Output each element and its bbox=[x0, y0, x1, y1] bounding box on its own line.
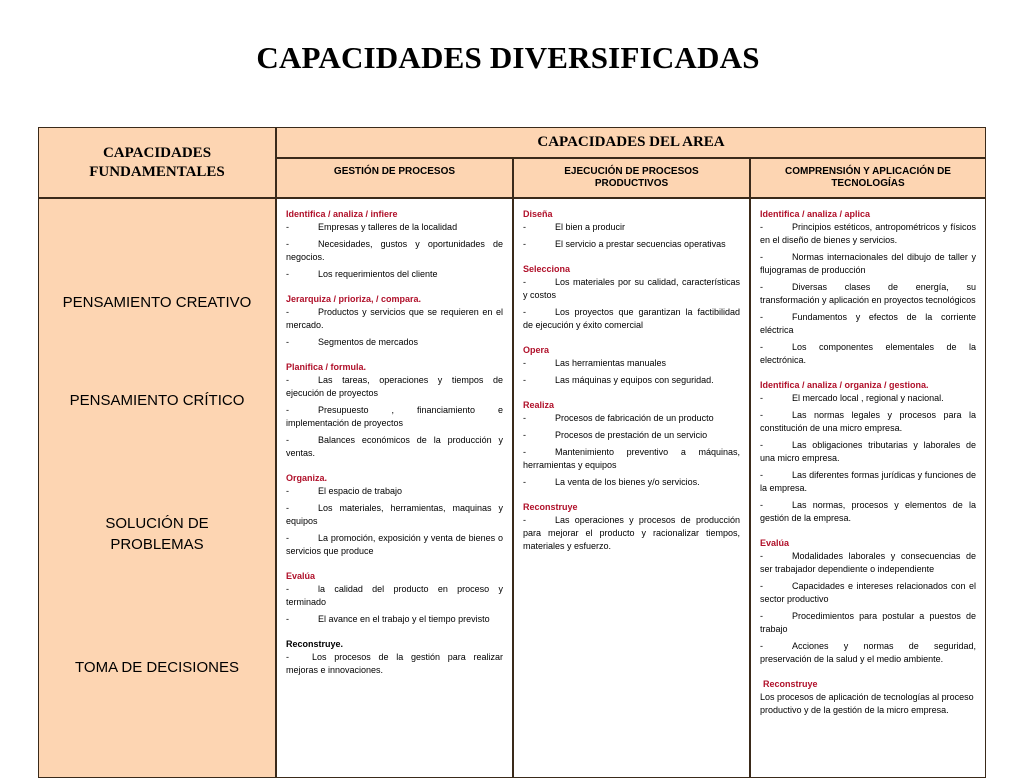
list-item-text: Productos y servicios que se requieren en el mercado. bbox=[286, 307, 503, 330]
list-item-text: Procedimientos para postular a puestos de trabajo bbox=[760, 611, 976, 634]
bullet-dash: - bbox=[286, 307, 289, 317]
list-item bbox=[286, 268, 503, 281]
list-item bbox=[760, 392, 976, 405]
bullet-dash: - bbox=[760, 252, 763, 262]
bullet-dash: - bbox=[523, 447, 526, 457]
list-item bbox=[760, 469, 976, 495]
list-item-text: Procesos de prestación de un servicio bbox=[555, 430, 708, 440]
bullet-dash: - bbox=[523, 375, 526, 385]
bullet-dash: - bbox=[760, 410, 763, 420]
list-item bbox=[286, 583, 503, 609]
section-heading: Evalúa bbox=[760, 538, 790, 548]
fundamentales-column bbox=[38, 198, 276, 778]
bullet-dash: - bbox=[286, 503, 289, 513]
bullet-dash: - bbox=[523, 413, 526, 423]
list-item-text: Los proyectos que garantizan la factibilidad de ejecución y éxito comercial bbox=[523, 307, 740, 330]
bullet-dash: - bbox=[760, 500, 763, 510]
bullet-dash: - bbox=[523, 358, 526, 368]
section-heading: Selecciona bbox=[523, 264, 571, 274]
list-item-text: Las operaciones y procesos de producción para mejorar el producto y racionalizar tiempos, materiales y esfuerzo. bbox=[523, 515, 740, 551]
section-text: Los procesos de aplicación de tecnologías al proceso productivo y de la gestión de la micro empresa. bbox=[760, 692, 974, 715]
bullet-dash: - bbox=[523, 239, 526, 249]
page-title: CAPACIDADES DIVERSIFICADAS bbox=[256, 40, 760, 75]
list-item bbox=[760, 550, 976, 576]
section-gap bbox=[760, 670, 976, 678]
list-item-text: La venta de los bienes y/o servicios. bbox=[555, 477, 700, 487]
list-item bbox=[286, 238, 503, 264]
bullet-dash: - bbox=[760, 611, 763, 621]
list-item-text: El bien a producir bbox=[555, 222, 626, 232]
section-heading: Jerarquiza / prioriza, / compara. bbox=[286, 294, 422, 304]
section-gap bbox=[760, 529, 976, 537]
bullet-dash: - bbox=[523, 430, 526, 440]
section-heading: Opera bbox=[523, 345, 550, 355]
list-item-text: Las máquinas y equipos con seguridad. bbox=[555, 375, 714, 385]
list-item bbox=[523, 446, 740, 472]
list-item bbox=[523, 221, 740, 234]
list-item bbox=[760, 341, 976, 367]
list-item-text: El servicio a prestar secuencias operativas bbox=[555, 239, 726, 249]
section-gap bbox=[286, 464, 503, 472]
bullet-dash: - bbox=[286, 533, 289, 543]
bullet-dash: - bbox=[286, 652, 289, 662]
list-item-text: Las tareas, operaciones y tiempos de ejecución de proyectos bbox=[286, 375, 503, 398]
list-item-text: Empresas y talleres de la localidad bbox=[318, 222, 458, 232]
section-heading: Planifica / formula. bbox=[286, 362, 367, 372]
list-item-text: Las obligaciones tributarias y laborales de una micro empresa. bbox=[760, 440, 976, 463]
list-item-text: Presupuesto , financiamiento e implementación de proyectos bbox=[286, 405, 503, 428]
capacidad-toma-de-decisiones: TOMA DE DECISIONES bbox=[75, 659, 239, 676]
bullet-dash: - bbox=[286, 337, 289, 347]
section-gap bbox=[760, 371, 976, 379]
list-item bbox=[523, 306, 740, 332]
list-item bbox=[286, 336, 503, 349]
list-item-text: Normas internacionales del dibujo de taller y flujogramas de producción bbox=[760, 252, 976, 275]
list-item bbox=[760, 640, 976, 666]
list-item-text: la calidad del producto en proceso y terminado bbox=[286, 584, 503, 607]
bullet-dash: - bbox=[760, 222, 763, 232]
bullet-dash: - bbox=[760, 393, 763, 403]
list-item-text: Los materiales, herramientas, maquinas y equipos bbox=[286, 503, 503, 526]
section-heading: Evalúa bbox=[286, 571, 316, 581]
list-item bbox=[760, 610, 976, 636]
bullet-dash: - bbox=[760, 551, 763, 561]
bullet-dash: - bbox=[760, 581, 763, 591]
section-heading: Reconstruye bbox=[763, 679, 818, 689]
subheader-comprension-tecnologias: COMPRENSIÓN Y APLICACIÓN DE TECNOLOGÍAS bbox=[750, 158, 986, 198]
list-item bbox=[760, 251, 976, 277]
header-capacidades-del-area: CAPACIDADES DEL AREA bbox=[276, 127, 986, 158]
section-heading: Diseña bbox=[523, 209, 553, 219]
list-item bbox=[760, 439, 976, 465]
bullet-dash: - bbox=[760, 342, 763, 352]
list-item bbox=[286, 485, 503, 498]
list-item-text: Procesos de fabricación de un producto bbox=[555, 413, 714, 423]
header-capacidades-fundamentales: CAPACIDADES FUNDAMENTALES bbox=[38, 127, 276, 198]
list-item bbox=[286, 532, 503, 558]
list-item-text: Principios estéticos, antropométricos y físicos en el diseño de bienes y servicios. bbox=[760, 222, 976, 245]
list-item bbox=[286, 434, 503, 460]
list-item-text: Las diferentes formas jurídicas y funciones de la empresa. bbox=[760, 470, 976, 493]
list-item bbox=[523, 276, 740, 302]
capacidad-pensamiento-creativo: PENSAMIENTO CREATIVO bbox=[62, 294, 252, 311]
list-item bbox=[286, 502, 503, 528]
section-gap bbox=[286, 630, 503, 638]
bullet-dash: - bbox=[286, 405, 289, 415]
list-item bbox=[760, 221, 976, 247]
subheader-ejecucion-de-procesos: EJECUCIÓN DE PROCESOS PRODUCTIVOS bbox=[513, 158, 750, 198]
list-item-text: El mercado local , regional y nacional. bbox=[792, 393, 944, 403]
list-item-text: Necesidades, gustos y oportunidades de negocios. bbox=[286, 239, 503, 262]
capacidad-pensamiento-critico: PENSAMIENTO CRÍTICO bbox=[69, 392, 245, 409]
list-item-text: Mantenimiento preventivo a máquinas, herramientas y equipos bbox=[523, 447, 740, 470]
list-item-text: Modalidades laborales y consecuencias de ser trabajador dependiente o independiente bbox=[760, 551, 976, 574]
capacidad-solucion-de-problemas: SOLUCIÓN DE PROBLEMAS bbox=[105, 515, 209, 553]
list-item bbox=[286, 404, 503, 430]
list-item bbox=[286, 221, 503, 234]
bullet-dash: - bbox=[286, 222, 289, 232]
bullet-dash: - bbox=[523, 515, 526, 525]
bullet-dash: - bbox=[760, 282, 763, 292]
bullet-dash: - bbox=[760, 641, 763, 651]
bullet-dash: - bbox=[523, 477, 526, 487]
bullet-dash: - bbox=[286, 435, 289, 445]
list-item-text: Diversas clases de energía, su transformación y aplicación en proyectos tecnológicos bbox=[760, 282, 976, 305]
section-heading: Reconstruye bbox=[523, 502, 578, 512]
list-item bbox=[760, 580, 976, 606]
column-comprension-tecnologias bbox=[750, 198, 986, 778]
list-item bbox=[523, 476, 740, 489]
bullet-dash: - bbox=[760, 470, 763, 480]
list-item-text: El espacio de trabajo bbox=[318, 486, 403, 496]
section-gap bbox=[286, 285, 503, 293]
list-item-text: Las normas legales y procesos para la constitución de una micro empresa. bbox=[760, 410, 976, 433]
subheader-gestion-de-procesos: GESTIÓN DE PROCESOS bbox=[276, 158, 513, 198]
bullet-dash: - bbox=[760, 312, 763, 322]
list-item-text: El avance en el trabajo y el tiempo previsto bbox=[318, 614, 490, 624]
section-heading: Identifica / analiza / infiere bbox=[286, 209, 398, 219]
list-item bbox=[286, 613, 503, 626]
list-item-text: Los componentes elementales de la electrónica. bbox=[760, 342, 976, 365]
bullet-dash: - bbox=[523, 307, 526, 317]
column-gestion-de-procesos bbox=[276, 198, 513, 778]
list-item bbox=[523, 429, 740, 442]
list-item bbox=[523, 412, 740, 425]
section-heading: Organiza. bbox=[286, 473, 328, 483]
bullet-dash: - bbox=[286, 486, 289, 496]
bullet-dash: - bbox=[760, 440, 763, 450]
section-gap bbox=[523, 493, 740, 501]
section-heading: Identifica / analiza / organiza / gestiona. bbox=[760, 380, 929, 390]
list-item bbox=[760, 281, 976, 307]
list-item bbox=[523, 514, 740, 553]
column-ejecucion-de-procesos bbox=[513, 198, 750, 778]
section-heading: Realiza bbox=[523, 400, 555, 410]
bullet-dash: - bbox=[523, 277, 526, 287]
bullet-dash: - bbox=[286, 269, 289, 279]
list-item-text: Los procesos de la gestión para realizar mejoras e innovaciones. bbox=[286, 652, 503, 675]
section-heading: Reconstruye. bbox=[286, 639, 344, 649]
section-gap bbox=[523, 255, 740, 263]
list-item bbox=[523, 374, 740, 387]
list-item bbox=[760, 409, 976, 435]
list-item-text: Los materiales por su calidad, características y costos bbox=[523, 277, 740, 300]
bullet-dash: - bbox=[286, 584, 289, 594]
section-gap bbox=[523, 391, 740, 399]
list-item-text: Las normas, procesos y elementos de la gestión de la empresa. bbox=[760, 500, 976, 523]
list-item-text: Segmentos de mercados bbox=[318, 337, 419, 347]
bullet-dash: - bbox=[286, 614, 289, 624]
list-item bbox=[523, 238, 740, 251]
bullet-dash: - bbox=[286, 239, 289, 249]
bullet-dash: - bbox=[523, 222, 526, 232]
section-gap bbox=[286, 353, 503, 361]
list-item bbox=[760, 499, 976, 525]
list-item bbox=[286, 651, 503, 677]
section-heading: Identifica / analiza / aplica bbox=[760, 209, 871, 219]
list-item-text: Los requerimientos del cliente bbox=[318, 269, 438, 279]
list-item-text: Fundamentos y efectos de la corriente eléctrica bbox=[760, 312, 976, 335]
list-item bbox=[286, 306, 503, 332]
list-item-text: Balances económicos de la producción y ventas. bbox=[286, 435, 503, 458]
list-item-text: Las herramientas manuales bbox=[555, 358, 667, 368]
section-gap bbox=[286, 562, 503, 570]
list-item bbox=[286, 374, 503, 400]
list-item-text: Capacidades e intereses relacionados con el sector productivo bbox=[760, 581, 976, 604]
list-item bbox=[523, 357, 740, 370]
list-item bbox=[760, 311, 976, 337]
section-gap bbox=[523, 336, 740, 344]
bullet-dash: - bbox=[286, 375, 289, 385]
list-item-text: Acciones y normas de seguridad, preservación de la salud y el medio ambiente. bbox=[760, 641, 976, 664]
list-item-text: La promoción, exposición y venta de bienes o servicios que produce bbox=[286, 533, 503, 556]
